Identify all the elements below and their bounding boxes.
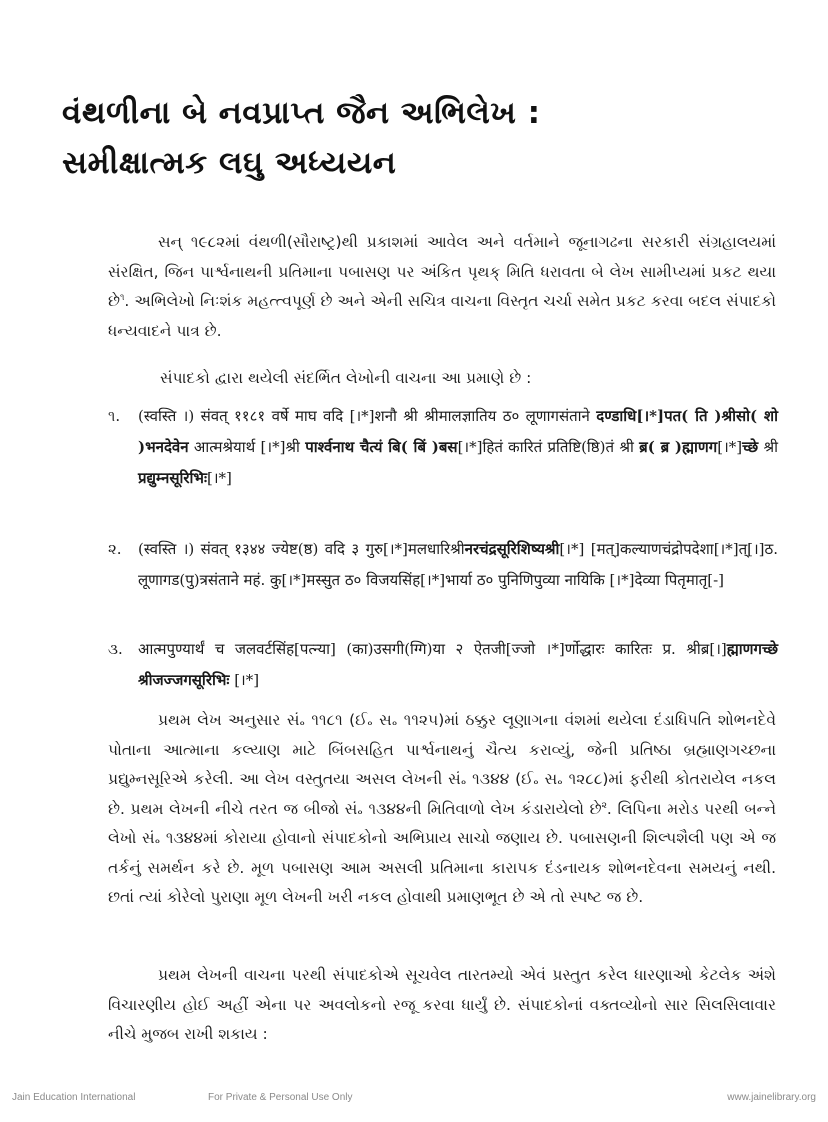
inscription-number: ૧. [108, 407, 121, 425]
footer-usage-note: For Private & Personal Use Only [208, 1092, 353, 1103]
text-segment: आत्मपुण्यार्थं च जलवर्टसिंह[पत्न्या] (का)उसगी(ग्गि)या २ ऐतजी[ज्जो ।*]र्णोद्धारः कारितः प्र. श्रीब्र[।] [138, 640, 727, 658]
footnote-ref-2[interactable]: ૨ [601, 800, 607, 811]
inscription-1 [108, 401, 778, 494]
text-segment: (स्वस्ति ।) संवत् १३४४ ज्येष्ट(ष्ठ) वदि ३ गुरु[।*]मलधारिश्री [138, 540, 465, 558]
bold-segment: दण्डाधि[।*]पत( ति )श्रीसो( शो )भनदेवेन [138, 407, 778, 456]
text-segment: श्री [758, 438, 778, 456]
title-line-1: વંથળીના બે નવપ્રાપ્ત જૈન અભિલેખ : [62, 95, 541, 131]
inscription-text [138, 534, 778, 596]
text-segment: [।*] [मत्]कल्याणचंद्रोपदेशा[।*]त्[।]ठ. लूणागड(पु)त्रसंताने महं. कु[।*]मस्सुत ठ० विजयसिंह[।*]भार्या ठ० पुनिणिपुव्या नायिकि [।*]देव्या पितृमातृ[-] [138, 540, 779, 589]
inscription-number: ૩. [108, 640, 123, 658]
bold-segment: ह्माणगच्छे श्रीजज्जगसूरिभिः [138, 640, 778, 689]
footnote-ref-1[interactable]: ૧ [119, 292, 125, 303]
text-segment: [।*] [229, 671, 260, 689]
bold-segment: प्रद्युम्नसूरिभिः [138, 469, 207, 487]
intro-text-b: . અભિલેખો નિઃશંક મહત્ત્વપૂર્ણ છે અને એની સચિત્ર વાચના વિસ્તૃત ચર્ચા સમેત પ્રકટ કરવા બદલ સંપાદકો ધન્યવાદને પાત્ર છે. [108, 292, 776, 340]
article-title [62, 88, 762, 188]
bold-segment: ब्र( ब्र )ह्माणग [639, 438, 718, 456]
title-line-2: સમીક્ષાત્મક લઘુ અધ્યયન [62, 145, 397, 181]
intro-text-a: સન્ ૧૯૮૨માં વંથળી(સૌરાષ્ટ્ર)થી પ્રકાશમાં આવેલ અને વર્તમાને જૂનાગઢના સરકારી સંગ્રહાલયમાં સંરક્ષિત, જિન પાર્શ્વનાથની પ્રતિમાના પબાસણ પર અંકિત પૃથક્ મિતિ ધરાવતા બે લેખ સામીપ્યમાં પ્રકટ થયા છે [108, 233, 776, 310]
inscription-number: ૨. [108, 540, 122, 558]
inscription-3 [108, 634, 778, 696]
footer-publisher: Jain Education International [12, 1092, 136, 1103]
lead-sentence: સંપાદકો દ્વારા થયેલી સંદર્ભિત લેખોની વાચના આ પ્રમાણે છે : [160, 369, 532, 387]
bold-segment: च्छे [742, 438, 759, 456]
text-segment: (स्वस्ति ।) संवत् ११८१ वर्षे माघ वदि [।*]शनौ श्री श्रीमालज्ञातिय ठ० लूणागसंताने [138, 407, 597, 425]
footer-website-link[interactable]: www.jainelibrary.org [727, 1092, 816, 1103]
intro-paragraph [108, 228, 776, 346]
analysis-paragraph [108, 706, 776, 913]
text-segment: [।*] [207, 469, 232, 487]
analysis-text-b: . લિપિના મરોડ પરથી બન્ને લેખો સં૰ ૧૩૪૪માં કોરાયા હોવાનો સંપાદકોનો અભિપ્રાય સાચો જણાય છે. પબાસણની શિલ્પશૈલી પણ એ જ તર્કનું સમર્થન કરે છે. મૂળ પબાસણ આમ અસલી પ્રતિમાના કારાપક દંડનાયક શોભનદેવના સમયનું નથી. છતાં ત્યાં કોરેલો પુરાણા મૂળ લેખની ખરી નકલ હોવાથી પ્રમાણભૂત છે એ તો સ્પષ્ટ જ છે. [108, 799, 776, 906]
inscription-text [138, 634, 778, 696]
inscription-2 [108, 534, 778, 596]
text-segment: [।*]हितं कारितं प्रतिष्टि(ष्ठि)तं श्री [457, 438, 640, 456]
analysis-text-a: પ્રથમ લેખ અનુસાર સં૰ ૧૧૮૧ (ઈ૰ સ૰ ૧૧૨૫)માં ઠક્કુર લૂણાગના વંશમાં થયેલા દંડાધિપતિ શોભનદેવે પોતાના આત્માના કલ્યાણ માટે બિંબસહિત પાર્શ્વનાથનું ચૈત્ય કરાવ્યું, જેની પ્રતિષ્ઠા બ્રહ્માણગચ્છના પ્રદ્યુમ્નસૂરિએ કરેલી. આ લેખ વસ્તુતયા અસલ લેખની સં૰ ૧૩૪૪ (ઈ૰ સ૰ ૧૨૮૮)માં ફરીથી કોતરાયેલ નકલ છે. પ્રથમ લેખની નીચે તરત જ બીજો સં૰ ૧૩૪૪ની મિતિવાળો લેખ કંડારાયેલો છે [108, 711, 776, 818]
inscription-text [138, 401, 778, 494]
closing-paragraph: પ્રથમ લેખની વાચના પરથી સંપાદકોએ સૂચવેલ તારતમ્યો એવં પ્રસ્તુત કરેલ ધારણાઓ કેટલેક અંશે વિચારણીય હોઈ અહીં એના પર અવલોકનો રજૂ કરવા ધાર્યું છે. સંપાદકોનાં વક્તવ્યોનો સાર સિલસિલાવાર નીચે મુજબ રાખી શકાય : [108, 966, 776, 1043]
text-segment: आत्मश्रेयार्थ [।*]श्री [188, 438, 306, 456]
bold-segment: पार्श्वनाथ चैत्यं बि( बिं )बस [305, 438, 458, 456]
bold-segment: नरचंद्रसूरिशिष्यश्री [464, 540, 560, 558]
text-segment: [।*] [717, 438, 743, 456]
